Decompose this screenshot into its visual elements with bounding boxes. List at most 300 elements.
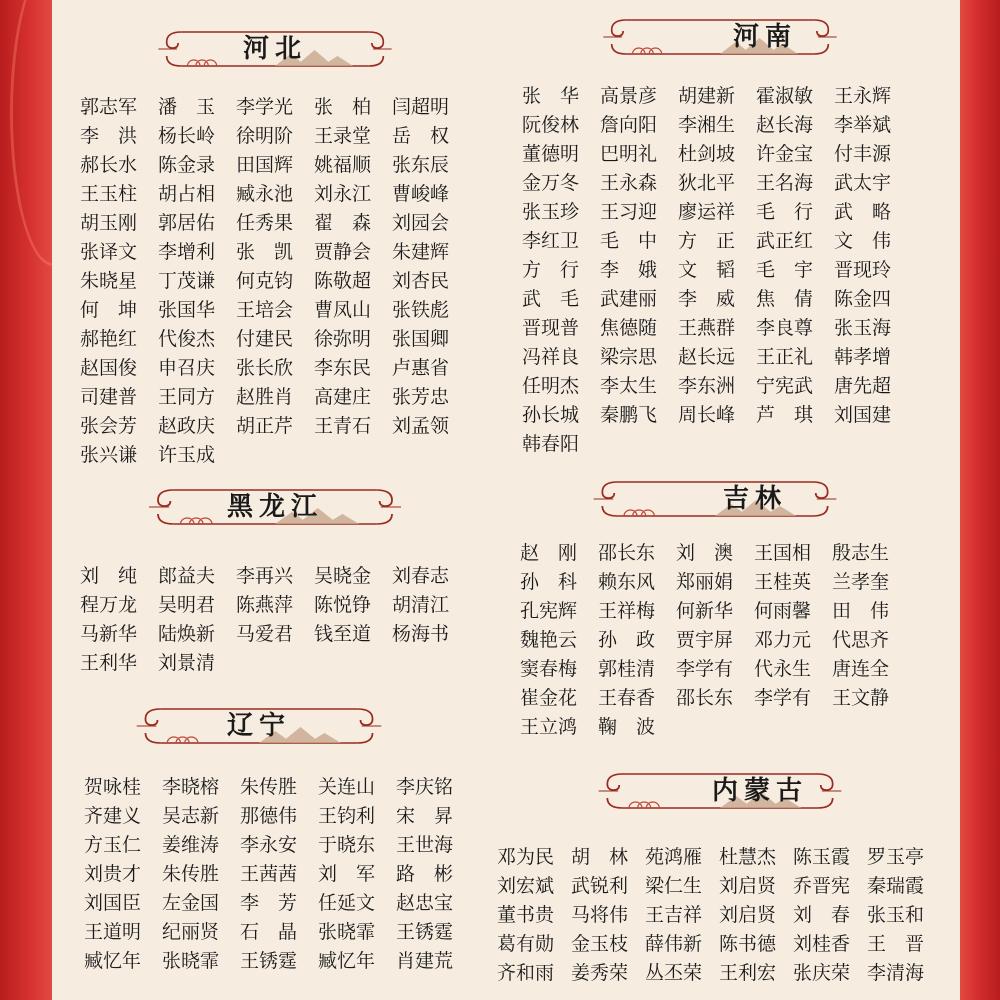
- person-name: 刘国建: [834, 404, 892, 426]
- person-name: 任秀果: [236, 212, 294, 234]
- name-row: [80, 383, 470, 412]
- right-red-border: [960, 0, 1000, 1000]
- name-row: [522, 285, 912, 314]
- person-name: 王永辉: [834, 85, 892, 107]
- person-name: 臧忆年: [318, 950, 376, 972]
- person-name: 丛丕荣: [645, 962, 703, 984]
- person-name: 刘永江: [314, 183, 372, 205]
- section-title-neimenggu: 内蒙古: [711, 776, 808, 806]
- person-name: 廖运祥: [678, 201, 736, 223]
- name-row: [80, 151, 470, 180]
- person-name: 狄北平: [678, 172, 736, 194]
- person-name: 毛 宇: [756, 259, 814, 281]
- name-row: [522, 430, 912, 459]
- person-name: 任明杰: [522, 375, 580, 397]
- name-row: [80, 122, 470, 151]
- name-row: [84, 802, 474, 831]
- person-name: 任延文: [318, 892, 376, 914]
- section-title-liaoning: 辽宁: [226, 711, 291, 741]
- person-name: 马爱君: [236, 623, 294, 645]
- name-row: [80, 441, 470, 470]
- person-name: 李永安: [240, 834, 298, 856]
- section-banner-henan: [595, 8, 845, 64]
- person-name: 赵长远: [678, 346, 736, 368]
- person-name: 王世海: [396, 834, 454, 856]
- name-list-hebei: [80, 93, 470, 470]
- person-name: 赖东风: [598, 571, 656, 593]
- person-name: 刘 澳: [676, 542, 734, 564]
- name-row: [80, 209, 470, 238]
- name-row: [80, 180, 470, 209]
- person-name: 陆焕新: [158, 623, 216, 645]
- name-row: [522, 256, 912, 285]
- person-name: 李晓榕: [162, 776, 220, 798]
- person-name: 刘宏斌: [497, 875, 555, 897]
- person-name: 王祥梅: [598, 600, 656, 622]
- person-name: 郎益夫: [158, 565, 216, 587]
- section-banner-liaoning: [128, 697, 390, 753]
- person-name: 邵长东: [598, 542, 656, 564]
- name-row: [520, 626, 910, 655]
- person-name: 胡正芹: [236, 415, 294, 437]
- person-name: 王 晋: [867, 933, 925, 955]
- person-name: 许玉成: [158, 444, 216, 466]
- person-name: 张东辰: [392, 154, 450, 176]
- person-name: 田 伟: [832, 600, 890, 622]
- person-name: 赵 刚: [520, 542, 578, 564]
- person-name: 王永森: [600, 172, 658, 194]
- person-name: 赵忠宝: [396, 892, 454, 914]
- person-name: 代思齐: [832, 629, 890, 651]
- name-list-henan: [522, 82, 912, 459]
- person-name: 孔宪辉: [520, 600, 578, 622]
- person-name: 芦 琪: [756, 404, 814, 426]
- person-name: 阮俊林: [522, 114, 580, 136]
- person-name: 郭志军: [80, 96, 138, 118]
- person-name: 石 晶: [240, 921, 298, 943]
- person-name: 王国相: [754, 542, 812, 564]
- person-name: 关连山: [318, 776, 376, 798]
- person-name: 葛有勋: [497, 933, 555, 955]
- person-name: 刘 春: [793, 904, 851, 926]
- person-name: 徐明阶: [236, 125, 294, 147]
- person-name: 王同方: [158, 386, 216, 408]
- person-name: 潘 玉: [158, 96, 216, 118]
- name-row: [497, 901, 941, 930]
- person-name: 薛伟新: [645, 933, 703, 955]
- person-name: 张玉珍: [522, 201, 580, 223]
- person-name: 赵胜肖: [236, 386, 294, 408]
- person-name: 付丰源: [834, 143, 892, 165]
- person-name: 郭桂清: [598, 658, 656, 680]
- person-name: 李红卫: [522, 230, 580, 252]
- person-name: 臧忆年: [84, 950, 142, 972]
- person-name: 魏艳云: [520, 629, 578, 651]
- person-name: 李湘生: [678, 114, 736, 136]
- person-name: 杜慧杰: [719, 846, 777, 868]
- person-name: 巴明礼: [600, 143, 658, 165]
- section-title-hebei: 河北: [242, 34, 307, 64]
- person-name: 陈金录: [158, 154, 216, 176]
- person-name: 王道明: [84, 921, 142, 943]
- person-name: 卢惠省: [392, 357, 450, 379]
- name-row: [520, 713, 910, 742]
- person-name: 赵国俊: [80, 357, 138, 379]
- name-row: [497, 959, 941, 988]
- person-name: 乔晋宪: [793, 875, 851, 897]
- person-name: 武 毛: [522, 288, 580, 310]
- name-list-jilin: [520, 539, 910, 742]
- person-name: 齐建义: [84, 805, 142, 827]
- left-red-border: [0, 0, 52, 1000]
- person-name: 张玉海: [834, 317, 892, 339]
- person-name: 臧永池: [236, 183, 294, 205]
- person-name: 梁仁生: [645, 875, 703, 897]
- name-row: [84, 889, 474, 918]
- person-name: 孙长城: [522, 404, 580, 426]
- person-name: 方玉仁: [84, 834, 142, 856]
- person-name: 齐和雨: [497, 962, 555, 984]
- person-name: 张玉和: [867, 904, 925, 926]
- person-name: 兰孝奎: [832, 571, 890, 593]
- person-name: 丁茂谦: [158, 270, 216, 292]
- person-name: 詹向阳: [600, 114, 658, 136]
- name-row: [80, 93, 470, 122]
- person-name: 高景彦: [600, 85, 658, 107]
- name-row: [522, 227, 912, 256]
- name-row: [522, 343, 912, 372]
- section-banner-neimenggu: [590, 762, 850, 818]
- person-name: 焦 倩: [756, 288, 814, 310]
- person-name: 刘桂香: [793, 933, 851, 955]
- person-name: 申召庆: [158, 357, 216, 379]
- name-row: [84, 831, 474, 860]
- person-name: 李学光: [236, 96, 294, 118]
- person-name: 张晓霏: [162, 950, 220, 972]
- person-name: 李 洪: [80, 125, 138, 147]
- person-name: 何雨馨: [754, 600, 812, 622]
- person-name: 李再兴: [236, 565, 294, 587]
- person-name: 武正红: [756, 230, 814, 252]
- name-row: [520, 684, 910, 713]
- person-name: 李学有: [754, 687, 812, 709]
- person-name: 程万龙: [80, 594, 138, 616]
- person-name: 刘春志: [392, 565, 450, 587]
- person-name: 朱建辉: [392, 241, 450, 263]
- name-row: [80, 562, 470, 591]
- person-name: 李太生: [600, 375, 658, 397]
- person-name: 李增利: [158, 241, 216, 263]
- person-name: 李清海: [867, 962, 925, 984]
- person-name: 王名海: [756, 172, 814, 194]
- person-name: 李 芳: [240, 892, 298, 914]
- name-row: [522, 372, 912, 401]
- person-name: 杨海书: [392, 623, 450, 645]
- person-name: 王茜茜: [240, 863, 298, 885]
- person-name: 付建民: [236, 328, 294, 350]
- person-name: 许金宝: [756, 143, 814, 165]
- name-row: [522, 314, 912, 343]
- name-row: [84, 918, 474, 947]
- name-list-neimenggu: [497, 843, 941, 988]
- person-name: 曹凤山: [314, 299, 372, 321]
- person-name: 李庆铭: [396, 776, 454, 798]
- person-name: 刘 纯: [80, 565, 138, 587]
- person-name: 马新华: [80, 623, 138, 645]
- person-name: 金玉枝: [571, 933, 629, 955]
- person-name: 金万冬: [522, 172, 580, 194]
- person-name: 刘园会: [392, 212, 450, 234]
- person-name: 方 行: [522, 259, 580, 281]
- person-name: 朱晓星: [80, 270, 138, 292]
- person-name: 王利宏: [719, 962, 777, 984]
- name-row: [84, 773, 474, 802]
- person-name: 那德伟: [240, 805, 298, 827]
- person-name: 姜秀荣: [571, 962, 629, 984]
- person-name: 翟 森: [314, 212, 372, 234]
- person-name: 梁宗思: [600, 346, 658, 368]
- person-name: 冯祥良: [522, 346, 580, 368]
- person-name: 张国卿: [392, 328, 450, 350]
- person-name: 胡建新: [678, 85, 736, 107]
- person-name: 张会芳: [80, 415, 138, 437]
- person-name: 郭居佑: [158, 212, 216, 234]
- person-name: 王锈霆: [396, 921, 454, 943]
- name-row: [522, 111, 912, 140]
- name-row: [520, 539, 910, 568]
- person-name: 肖建荒: [396, 950, 454, 972]
- name-row: [80, 267, 470, 296]
- person-name: 文 伟: [834, 230, 892, 252]
- name-row: [522, 140, 912, 169]
- person-name: 于晓东: [318, 834, 376, 856]
- name-row: [497, 872, 941, 901]
- person-name: 唐先超: [834, 375, 892, 397]
- person-name: 胡 林: [571, 846, 629, 868]
- person-name: 刘 军: [318, 863, 376, 885]
- section-title-heilongjiang: 黑龙江: [226, 492, 323, 522]
- person-name: 刘景清: [158, 652, 216, 674]
- person-name: 王春香: [598, 687, 656, 709]
- person-name: 张兴谦: [80, 444, 138, 466]
- person-name: 贾宇屏: [676, 629, 734, 651]
- person-name: 陈燕萍: [236, 594, 294, 616]
- person-name: 王青石: [314, 415, 372, 437]
- person-name: 吴晓金: [314, 565, 372, 587]
- person-name: 左金国: [162, 892, 220, 914]
- person-name: 张 华: [522, 85, 580, 107]
- person-name: 王玉柱: [80, 183, 138, 205]
- person-name: 焦德随: [600, 317, 658, 339]
- name-row: [84, 860, 474, 889]
- person-name: 武建丽: [600, 288, 658, 310]
- person-name: 崔金花: [520, 687, 578, 709]
- section-title-henan: 河南: [732, 22, 797, 52]
- section-banner-jilin: [585, 470, 845, 526]
- person-name: 朱传胜: [240, 776, 298, 798]
- person-name: 邓力元: [754, 629, 812, 651]
- person-name: 王吉祥: [645, 904, 703, 926]
- person-name: 邓为民: [497, 846, 555, 868]
- person-name: 武太宇: [834, 172, 892, 194]
- person-name: 张晓霏: [318, 921, 376, 943]
- person-name: 刘国臣: [84, 892, 142, 914]
- person-name: 朱传胜: [162, 863, 220, 885]
- person-name: 文 韬: [678, 259, 736, 281]
- name-row: [80, 296, 470, 325]
- person-name: 唐连全: [832, 658, 890, 680]
- name-row: [497, 843, 941, 872]
- person-name: 董书贵: [497, 904, 555, 926]
- person-name: 李东民: [314, 357, 372, 379]
- name-row: [520, 568, 910, 597]
- person-name: 曹峻峰: [392, 183, 450, 205]
- person-name: 董德明: [522, 143, 580, 165]
- person-name: 殷志生: [832, 542, 890, 564]
- person-name: 陈敬超: [314, 270, 372, 292]
- person-name: 李 威: [678, 288, 736, 310]
- person-name: 田国辉: [236, 154, 294, 176]
- name-row: [80, 649, 470, 678]
- person-name: 李学有: [676, 658, 734, 680]
- person-name: 陈金四: [834, 288, 892, 310]
- person-name: 宁宪武: [756, 375, 814, 397]
- person-name: 刘杏民: [392, 270, 450, 292]
- person-name: 何 坤: [80, 299, 138, 321]
- name-row: [522, 82, 912, 111]
- person-name: 赵长海: [756, 114, 814, 136]
- person-name: 杜剑坡: [678, 143, 736, 165]
- person-name: 王钧利: [318, 805, 376, 827]
- person-name: 方 正: [678, 230, 736, 252]
- person-name: 邵长东: [676, 687, 734, 709]
- person-name: 徐弥明: [314, 328, 372, 350]
- person-name: 高建庄: [314, 386, 372, 408]
- person-name: 姜维涛: [162, 834, 220, 856]
- person-name: 陈书德: [719, 933, 777, 955]
- name-row: [520, 597, 910, 626]
- person-name: 郝长水: [80, 154, 138, 176]
- person-name: 韩春阳: [522, 433, 580, 455]
- person-name: 张国华: [158, 299, 216, 321]
- person-name: 陈玉霞: [793, 846, 851, 868]
- name-list-heilongjiang: [80, 562, 470, 678]
- person-name: 胡清江: [392, 594, 450, 616]
- person-name: 吴明君: [158, 594, 216, 616]
- person-name: 宋 昇: [396, 805, 454, 827]
- person-name: 何新华: [676, 600, 734, 622]
- person-name: 王培会: [236, 299, 294, 321]
- person-name: 杨长岭: [158, 125, 216, 147]
- person-name: 李东洲: [678, 375, 736, 397]
- person-name: 吴志新: [162, 805, 220, 827]
- person-name: 郝艳红: [80, 328, 138, 350]
- person-name: 张芳忠: [392, 386, 450, 408]
- person-name: 霍淑敏: [756, 85, 814, 107]
- person-name: 孙 政: [598, 629, 656, 651]
- section-title-jilin: 吉林: [722, 484, 787, 514]
- person-name: 陈悦铮: [314, 594, 372, 616]
- name-row: [80, 238, 470, 267]
- person-name: 李举斌: [834, 114, 892, 136]
- person-name: 晋现普: [522, 317, 580, 339]
- person-name: 王立鸿: [520, 716, 578, 738]
- person-name: 岳 权: [392, 125, 450, 147]
- person-name: 何克钧: [236, 270, 294, 292]
- name-row: [522, 401, 912, 430]
- person-name: 路 彬: [396, 863, 454, 885]
- section-banner-hebei: [150, 20, 400, 76]
- person-name: 毛 中: [600, 230, 658, 252]
- person-name: 王正礼: [756, 346, 814, 368]
- person-name: 周长峰: [678, 404, 736, 426]
- person-name: 钱至道: [314, 623, 372, 645]
- person-name: 王文静: [832, 687, 890, 709]
- person-name: 张译文: [80, 241, 138, 263]
- person-name: 胡玉刚: [80, 212, 138, 234]
- section-banner-heilongjiang: [140, 478, 410, 534]
- person-name: 胡占相: [158, 183, 216, 205]
- person-name: 刘孟领: [392, 415, 450, 437]
- person-name: 武锐利: [571, 875, 629, 897]
- person-name: 张 柏: [314, 96, 372, 118]
- name-row: [522, 198, 912, 227]
- person-name: 苑鸿雁: [645, 846, 703, 868]
- name-row: [80, 325, 470, 354]
- person-name: 罗玉亭: [867, 846, 925, 868]
- person-name: 姚福顺: [314, 154, 372, 176]
- person-name: 马将伟: [571, 904, 629, 926]
- person-name: 武 略: [834, 201, 892, 223]
- person-name: 王燕群: [678, 317, 736, 339]
- name-row: [497, 930, 941, 959]
- person-name: 贾静会: [314, 241, 372, 263]
- person-name: 张庆荣: [793, 962, 851, 984]
- person-name: 张铁彪: [392, 299, 450, 321]
- person-name: 刘贵才: [84, 863, 142, 885]
- person-name: 李良尊: [756, 317, 814, 339]
- person-name: 王利华: [80, 652, 138, 674]
- person-name: 代永生: [754, 658, 812, 680]
- person-name: 鞠 波: [598, 716, 656, 738]
- person-name: 张长欣: [236, 357, 294, 379]
- person-name: 王锈霆: [240, 950, 298, 972]
- name-row: [80, 412, 470, 441]
- person-name: 王桂英: [754, 571, 812, 593]
- name-list-liaoning: [84, 773, 474, 976]
- person-name: 王录堂: [314, 125, 372, 147]
- person-name: 毛 行: [756, 201, 814, 223]
- person-name: 孙 科: [520, 571, 578, 593]
- person-name: 郑丽娟: [676, 571, 734, 593]
- name-row: [80, 591, 470, 620]
- person-name: 窦春梅: [520, 658, 578, 680]
- person-name: 李 娥: [600, 259, 658, 281]
- name-row: [522, 169, 912, 198]
- name-row: [520, 655, 910, 684]
- person-name: 刘启贤: [719, 904, 777, 926]
- name-row: [84, 947, 474, 976]
- person-name: 晋现玲: [834, 259, 892, 281]
- person-name: 闫超明: [392, 96, 450, 118]
- person-name: 韩孝增: [834, 346, 892, 368]
- person-name: 刘启贤: [719, 875, 777, 897]
- person-name: 秦鹏飞: [600, 404, 658, 426]
- person-name: 代俊杰: [158, 328, 216, 350]
- person-name: 张 凯: [236, 241, 294, 263]
- person-name: 秦瑞霞: [867, 875, 925, 897]
- person-name: 纪丽贤: [162, 921, 220, 943]
